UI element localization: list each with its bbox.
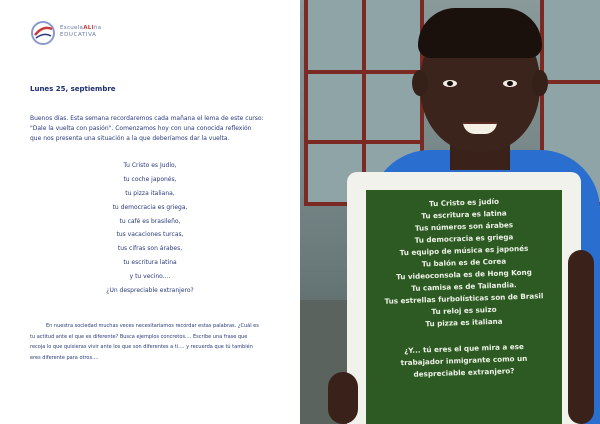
chalk-line: Tu escritura es latina — [421, 208, 507, 221]
poem-line: tu democracia es griega, — [112, 203, 188, 211]
chalk-line: Tus números son árabes — [414, 220, 514, 233]
photo-child-with-sign — [300, 0, 600, 424]
chalk-line: Tu equipo de música es japonés — [399, 243, 529, 258]
child-hand — [328, 372, 358, 424]
child-eye — [503, 80, 517, 87]
poem-line: ¿Un despreciable extranjero? — [106, 287, 194, 295]
intro-line: que nos presenta una situación a la que deberíamos dar la vuelta. — [30, 135, 230, 142]
chalk-line: Tus estrellas furbolísticas son de Brasil — [384, 291, 544, 306]
poem-line: Tu Cristo es Judío, — [123, 162, 177, 169]
closing-line: eres diferente para otros.... — [30, 354, 99, 361]
chalk-line: Tu camisa es de Tailandia. — [411, 280, 517, 293]
logo-subtitle: EDUCATIVA — [60, 32, 97, 38]
window-bar — [540, 80, 600, 84]
poem-line: tu café es brasileño, — [119, 217, 181, 225]
chalk-question-line: ¿Y... tú eres el que mira a ese — [404, 341, 524, 356]
closing-paragraph — [30, 321, 275, 363]
closing-line: En nuestra sociedad muchas veces necesitaríamos recordar estas palabras. ¿Cuál es — [46, 323, 259, 329]
chalk-line: Tu democracia es griega — [414, 232, 514, 245]
child-ear — [412, 70, 428, 96]
chalk-line: Tu videoconsola es de Hong Kong — [395, 267, 532, 282]
chalk-line: Tu Cristo es judío — [428, 196, 500, 209]
chalkboard-text — [366, 197, 562, 379]
intro-paragraph — [30, 114, 275, 144]
child-ear — [532, 70, 548, 96]
poem-line: y tu vecino.... — [129, 273, 171, 281]
poem-line: tus cifras son árabes, — [117, 245, 183, 253]
poem-line: tu escritura latina — [123, 259, 177, 267]
intro-line: "Dale la vuelta con pasión". Comenzamos hoy con una conocida reflexión — [30, 125, 252, 132]
child-eye — [443, 80, 457, 87]
date-heading: Lunes 25, septiembre — [30, 85, 116, 93]
school-logo — [30, 20, 100, 46]
intro-line: Buenos días. Esta semana recordaremos cada mañana el lema de este curso: — [30, 115, 264, 122]
poem-line: tu coche japonés, — [123, 175, 177, 183]
child-arm — [568, 250, 594, 424]
poem — [60, 159, 240, 298]
logo-title: EscuelaALIña — [60, 25, 102, 31]
closing-line: recoja lo que quisieras vivir ante los que son diferentes a ti.... y recuerda que tú también — [30, 344, 253, 350]
child-hair — [418, 8, 542, 58]
chalk-line: Tu balón es de Corea — [421, 256, 507, 269]
chalk-line: Tu reloj es suizo — [431, 304, 497, 317]
closing-line: tu actitud ante el que es diferente? Busca ejemplos concretos.... Escribe una frase que — [30, 333, 248, 340]
chalk-question-line: trabajador inmigrante como un — [400, 353, 528, 368]
chalk-question-line: despreciable extranjero? — [413, 366, 515, 379]
circle-logo-icon — [30, 20, 56, 46]
poem-line: tus vacaciones turcas, — [116, 231, 184, 239]
chalk-line: Tu pizza es italiana — [425, 316, 503, 329]
poem-line: tu pizza italiana, — [125, 189, 175, 197]
